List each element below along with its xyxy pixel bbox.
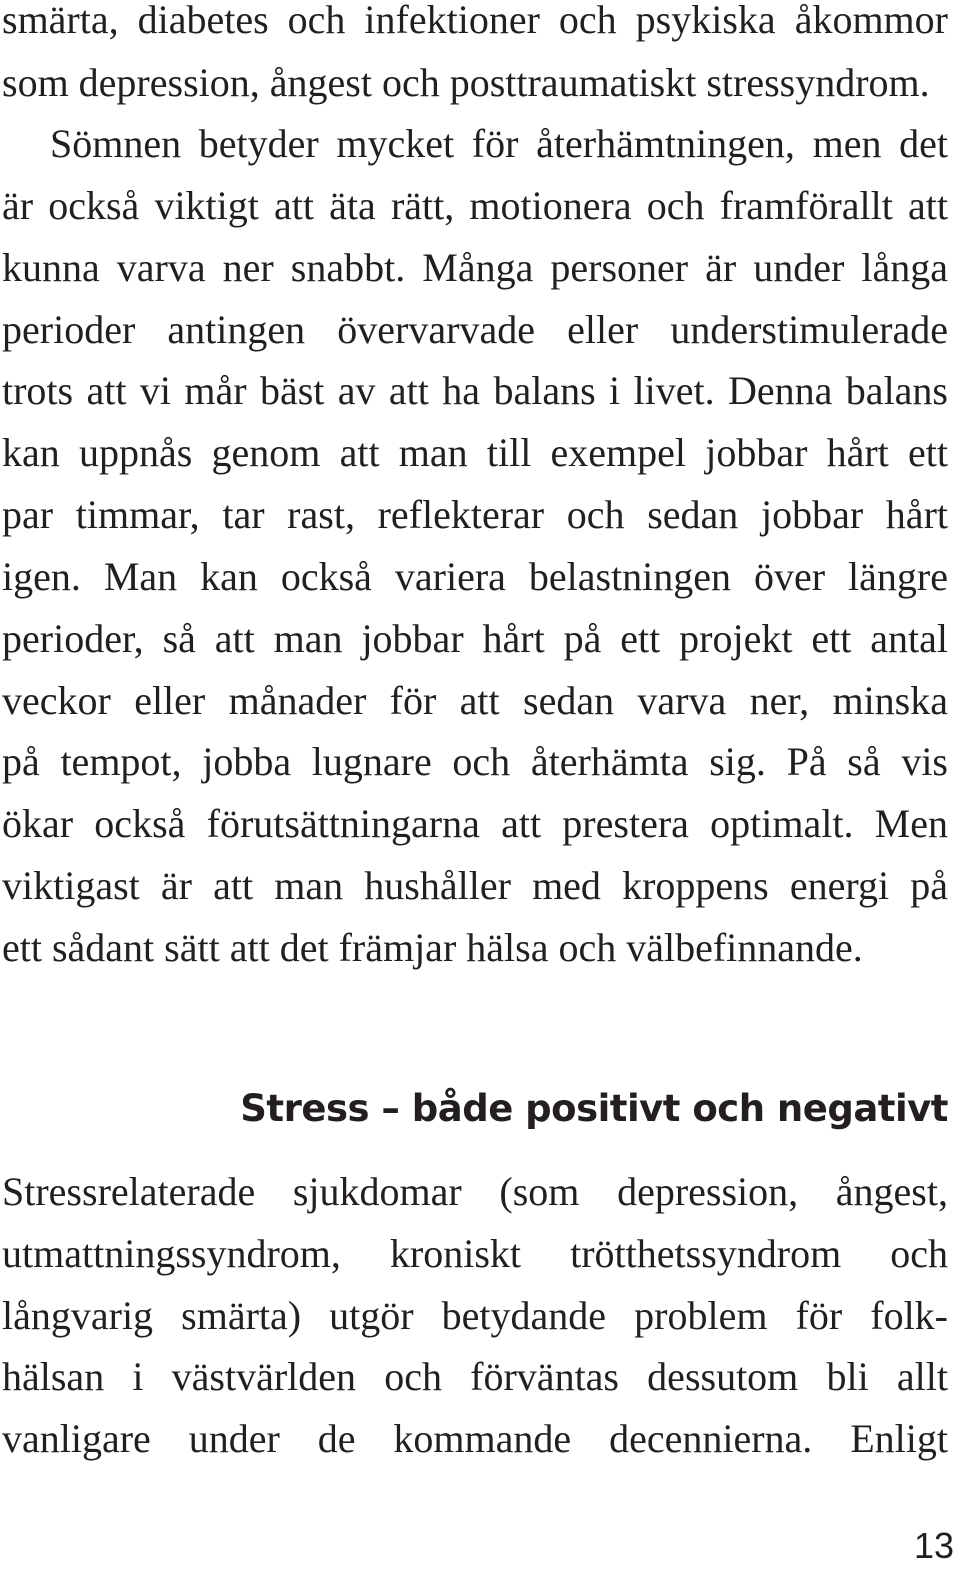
- text-line: kunna varva ner snabbt. Många personer är under långa: [2, 245, 948, 290]
- text-line: som depression, ångest och posttraumatiskt stressyndrom.: [2, 60, 930, 105]
- text-line: par timmar, tar rast, reflekterar och sedan jobbar hårt: [2, 492, 948, 537]
- text-line: igen. Man kan också variera belastningen över längre: [2, 554, 948, 599]
- text-line: Stressrelaterade sjukdomar (som depression, ångest,: [2, 1169, 948, 1214]
- page-number: 13: [913, 1525, 954, 1566]
- text-line: kan uppnås genom att man till exempel jobbar hårt ett: [2, 430, 948, 475]
- text-line: långvarig smärta) utgör betydande problem för folk-: [2, 1293, 948, 1338]
- text-line: Sömnen betyder mycket för återhämtningen, men det: [50, 121, 948, 166]
- section-heading: Stress – både positivt och negativt: [240, 1087, 948, 1130]
- text-line: perioder, så att man jobbar hårt på ett projekt ett antal: [2, 616, 948, 661]
- text-line: vanligare under de kommande decennierna. Enligt: [2, 1416, 948, 1461]
- text-line: är också viktigt att äta rätt, motionera och framförallt att: [2, 183, 948, 228]
- text-line: veckor eller månader för att sedan varva ner, minska: [2, 678, 948, 723]
- text-line: ett sådant sätt att det främjar hälsa och välbefinnande.: [2, 925, 863, 970]
- text-line: utmattningssyndrom, kroniskt trötthetssyndrom och: [2, 1231, 948, 1276]
- text-line: ökar också förutsättningarna att prestera optimalt. Men: [2, 801, 948, 846]
- text-line: hälsan i västvärlden och förväntas dessutom bli allt: [2, 1354, 948, 1399]
- text-line: smärta, diabetes och infektioner och psykiska åkommor: [2, 0, 948, 42]
- text-line: trots att vi mår bäst av att ha balans i livet. Denna balans: [2, 368, 948, 413]
- text-line: viktigast är att man hushåller med kroppens energi på: [2, 863, 948, 908]
- text-line: perioder antingen övervarvade eller understimulerade: [2, 307, 948, 352]
- text-line: på tempot, jobba lugnare och återhämta sig. På så vis: [2, 739, 948, 784]
